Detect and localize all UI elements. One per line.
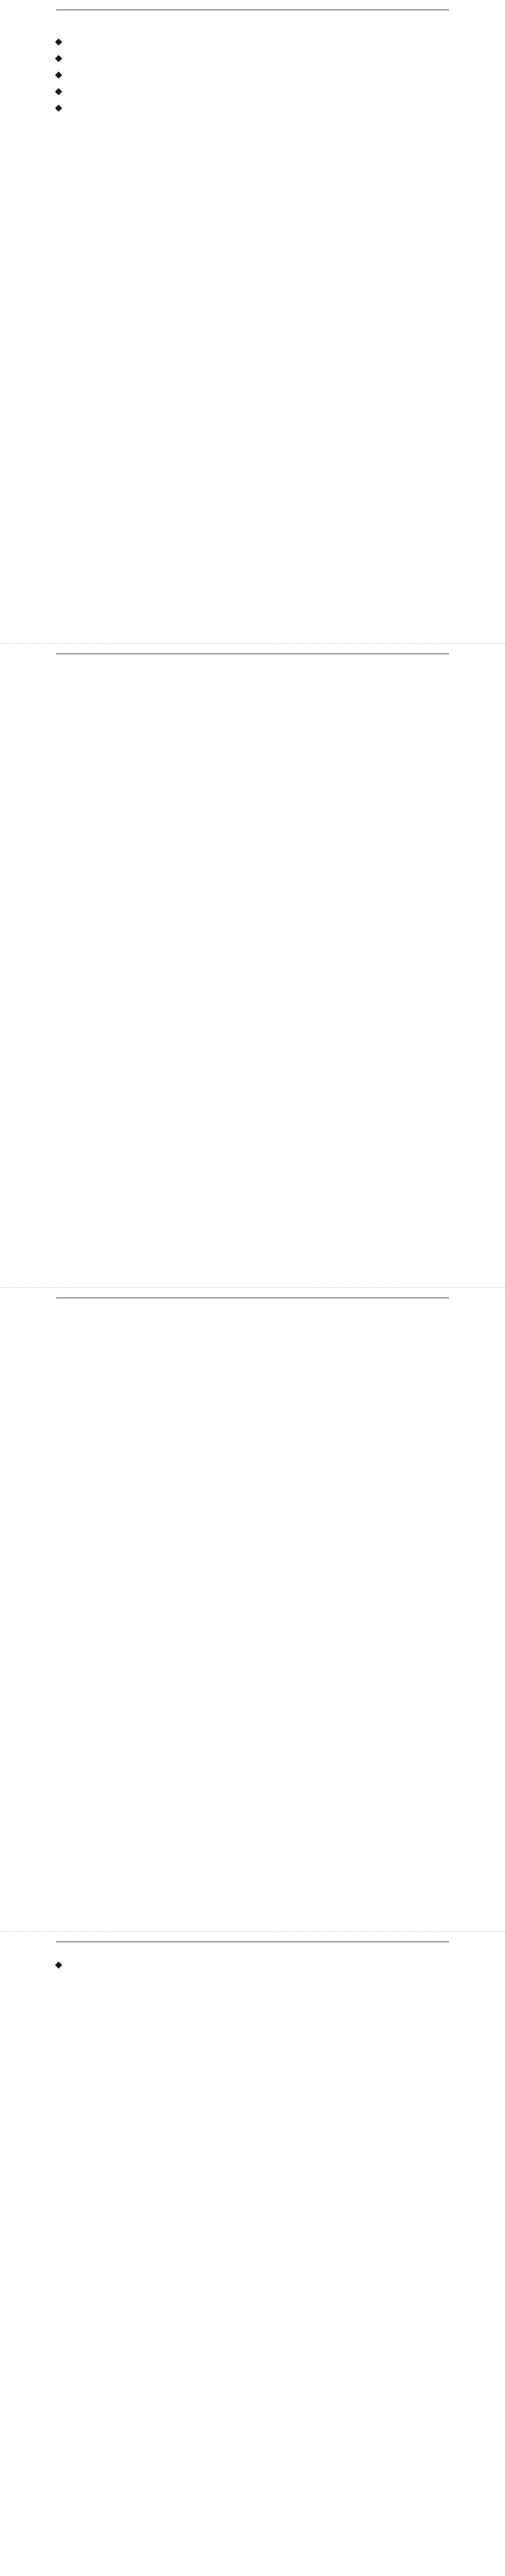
diamond-bullet-icon xyxy=(55,55,62,62)
page-content xyxy=(56,25,449,117)
page-content xyxy=(56,1957,449,1974)
diamond-bullet-icon xyxy=(55,38,62,45)
summary-bullet xyxy=(56,101,449,111)
running-header xyxy=(56,8,449,10)
summary-bullet xyxy=(56,1957,449,1968)
page-content xyxy=(56,1313,449,1317)
summary-bullet xyxy=(56,34,449,45)
running-header xyxy=(56,652,449,654)
running-header xyxy=(56,1296,449,1298)
page xyxy=(0,644,505,1288)
running-header xyxy=(56,1940,449,1942)
diamond-bullet-icon xyxy=(55,88,62,95)
diamond-bullet-icon xyxy=(55,1961,62,1968)
diamond-bullet-icon xyxy=(55,71,62,78)
summary-bullet xyxy=(56,67,449,78)
diamond-bullet-icon xyxy=(55,104,62,111)
page-content xyxy=(56,669,449,673)
page xyxy=(0,0,505,644)
page xyxy=(0,1932,505,2576)
summary-bullet xyxy=(56,51,449,61)
summary-bullet xyxy=(56,84,449,94)
page xyxy=(0,1288,505,1932)
